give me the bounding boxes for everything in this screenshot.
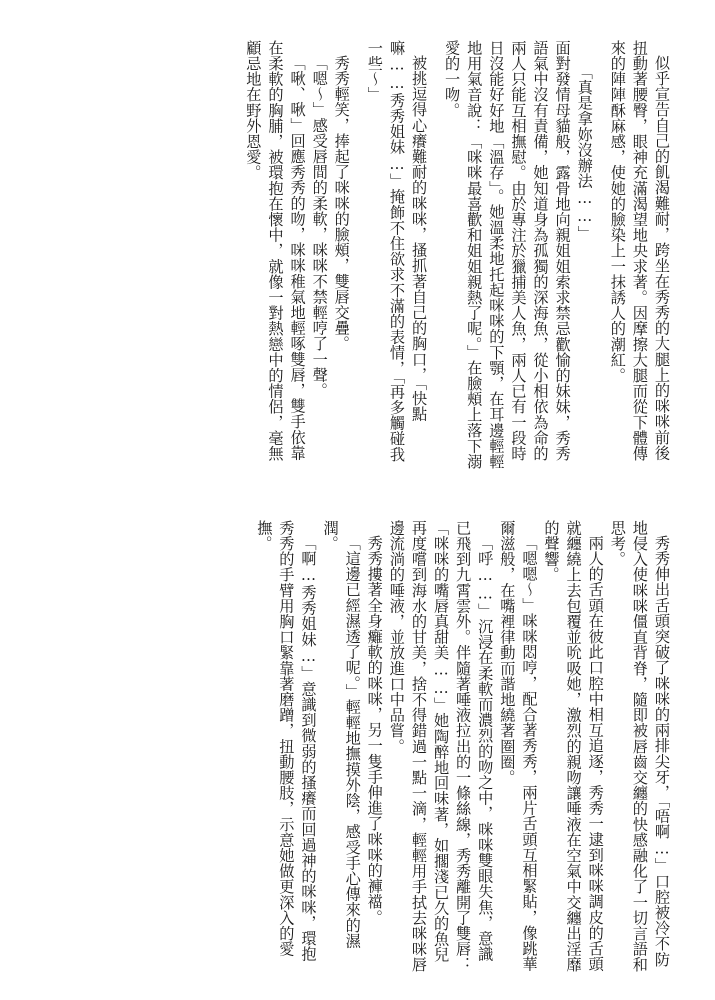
paragraph: 秀秀伸出舌頭突破了咪咪的兩排尖牙，「唔啊…」口腔被冷不防地侵入使咪咪僵直背脊，隨即被唇齒交纏的快感融化了一切言語和思考。 bbox=[608, 520, 671, 973]
paragraph: 「真是拿妳沒辦法……」 bbox=[575, 64, 594, 242]
paragraph-gap bbox=[353, 40, 364, 470]
paragraph: 被挑逗得心癢難耐的咪咪，搔抓著自己的胸口，「快點嘛……秀秀姐妹…」掩飾不住欲求不滿的表情，「再多觸碰我一些～」 bbox=[365, 40, 429, 462]
paragraph: 「啾、啾」回應秀秀的吻，咪咪稚氣地輕啄雙唇，雙手依靠在柔軟的胸脯，被環抱在懷中，就像一對熱戀中的情侶，毫無顧忌地在野外恩愛。 bbox=[244, 40, 307, 462]
paragraph: 「呼……」沉浸在柔軟而濃烈的吻之中，咪咪雙眼失焦，意識已飛到九霄雲外。伴隨著唾液拉出的一條絲線，秀秀離開了雙唇：「咪咪的嘴唇真甜美……」她陶醉地回味著，如擱淺已久的魚兒再度嚐到海水的甘美，捨不得錯過一點一滴，輕輕用手拭去咪咪唇邊流淌的唾液，並放進口中品嘗。 bbox=[387, 520, 495, 973]
top-text-block bbox=[33, 40, 673, 470]
paragraph: 秀秀摟著全身癱軟的咪咪，另一隻手伸進了咪咪的褲襠。 bbox=[365, 535, 384, 926]
paragraph: 似乎宣告自己的飢渴難耐，跨坐在秀秀的大腿上的咪咪前後扭動著腰臀，眼神充滿渴望地央求著。因摩擦大腿而從下體傳來的陣陣酥麻感，使她的臉染上一抹誘人的潮紅。 bbox=[608, 40, 671, 462]
paragraph: 「這邊已經濕透了呢。」輕輕地撫摸外陰，感受手心傳來的濕潤。 bbox=[321, 520, 362, 949]
paragraph: 「嗯～」感受唇間的柔軟，咪咪不禁輕哼了一聲。 bbox=[310, 55, 329, 399]
paragraph: 「啊…秀秀姐妹…」意識到微弱的搔癢而回過神的咪咪，環抱秀秀的手臂用胸口緊靠著磨蹭，扭動腰肢，示意她做更深入的愛撫。 bbox=[255, 520, 318, 962]
paragraph: 「嗯嗯～」咪咪悶哼，配合著秀秀，兩片舌頭互相緊貼，像跳華爾滋般，在嘴裡律動而諧地繞著圈圈。 bbox=[498, 520, 539, 972]
paragraph-gap bbox=[596, 40, 607, 470]
paragraph: 兩人的舌頭在彼此口腔中相互追逐，秀秀一逮到咪咪調皮的舌頭就纏繞上去包覆並吮吸她，激烈的親吻讓唾液在空氣中交纏出淫靡的聲響。 bbox=[542, 520, 605, 973]
paragraph: 秀秀輕笑，捧起了咪咪的臉頰，雙唇交疊。 bbox=[332, 55, 351, 352]
paragraph: 面對發情母貓般，露骨地向親姐姐索求禁忌歡愉的妹妹，秀秀語氣中沒有責備，她知道身為孤獨的深海魚，從小相依為命的兩人只能互相撫慰。由於專注於獵捕美人魚，兩人已有一段時日沒能好好地「溫存」。她溫柔地托起咪咪的下顎，在耳邊輕輕地用氣音說：「咪咪最喜歡和姐姐親熱了呢。」在臉頰上落下溺愛的一吻。 bbox=[443, 40, 572, 470]
bottom-text-block bbox=[33, 520, 673, 975]
paragraph-gap bbox=[430, 40, 441, 470]
